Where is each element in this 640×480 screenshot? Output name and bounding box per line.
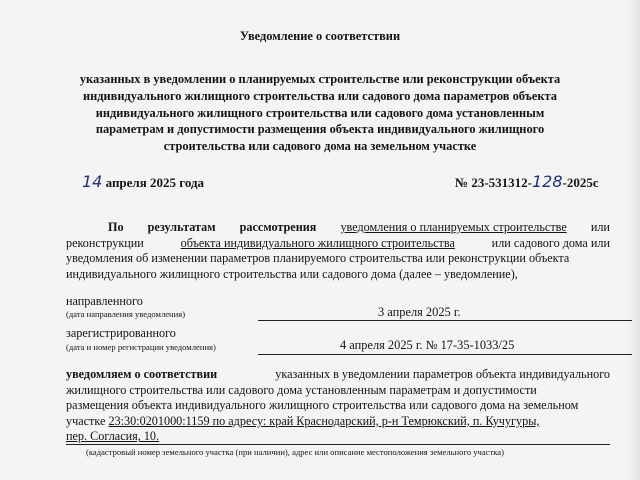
paragraph-line xyxy=(66,429,610,445)
subtitle-line: индивидуального жилищного строительства или садового дома установленным xyxy=(95,105,545,120)
paragraph-line xyxy=(66,236,610,252)
text-review: рассмотрения xyxy=(239,220,317,234)
document-title: Уведомление о соответствии xyxy=(239,29,401,43)
paragraph-line xyxy=(66,220,610,236)
registered-note: (дата и номер регистрации уведомления) xyxy=(66,342,216,352)
directed-value: 3 апреля 2025 г. xyxy=(378,305,461,319)
text-po: По xyxy=(108,220,124,234)
text-results: результатам xyxy=(147,220,216,234)
subtitle-line: указанных в уведомлении о планируемых строительстве или реконструкции объекта xyxy=(79,72,561,86)
registered-underline xyxy=(258,354,632,355)
text-cadastral-address: 23:30:0201000:1159 по адресу: край Краснодарский, р-н Темрюкский, п. Кучугуры, xyxy=(108,413,540,428)
text-notice-planned: уведомления о планируемых строительстве xyxy=(340,220,567,234)
paragraph-line: жилищного строительства или садового дома установленным параметрам и допустимости xyxy=(66,382,537,397)
notice-date xyxy=(82,172,204,191)
registered-label: зарегистрированного xyxy=(66,326,176,340)
paragraph-review xyxy=(66,220,610,282)
paragraph-line xyxy=(66,367,610,383)
number-suffix: -2025с xyxy=(562,175,599,190)
text-reconstruction: реконструкции xyxy=(66,235,144,250)
subtitle-line: параметрам и допустимости размещения объекта индивидуального жилищного xyxy=(95,122,545,137)
paragraph-line: индивидуального жилищного строительства или садового дома (далее – уведомление), xyxy=(66,266,518,281)
text-or: или xyxy=(590,220,610,234)
number-prefix: № 23-531312- xyxy=(455,175,532,190)
paragraph-line: размещения объекта индивидуального жилищного строительства или садового дома на земельном xyxy=(66,398,579,413)
caption-plot-description: (кадастровый номер земельного участка (при наличии), адрес или описание местоположения земельного участка) xyxy=(86,447,504,457)
document-subtitle xyxy=(40,71,600,155)
text-conformity-rest: указанных в уведомлении параметров объекта индивидуального xyxy=(275,367,610,381)
handwritten-number: 128 xyxy=(531,172,563,191)
text-address-end: пер. Согласия, 10. xyxy=(66,429,160,444)
caption-rule xyxy=(66,444,610,445)
directed-underline xyxy=(258,320,632,321)
text-or-garden: или садового дома или xyxy=(491,235,610,250)
paragraph-conformity xyxy=(66,367,610,445)
text-conformity-bold: уведомляем о соответствии xyxy=(66,367,218,381)
subtitle-line: индивидуального жилищного строительства или садового дома параметров объекта xyxy=(83,88,557,103)
text-object-izhs: объекта индивидуального жилищного строительства xyxy=(180,235,455,250)
directed-label: направленного xyxy=(66,294,143,308)
subtitle-line: строительства или садового дома на земельном участке xyxy=(163,139,477,154)
date-month-year: апреля 2025 года xyxy=(105,175,205,190)
handwritten-day: 14 xyxy=(82,172,103,191)
notice-number xyxy=(455,172,599,191)
paragraph-line xyxy=(66,414,610,430)
registered-value: 4 апреля 2025 г. № 17-35-1033/25 xyxy=(340,338,515,352)
directed-note: (дата направления уведомления) xyxy=(66,309,186,319)
paragraph-line: уведомления об изменении параметров планируемого строительства или реконструкции объекта xyxy=(66,251,570,266)
scan-edge-shadow xyxy=(626,0,640,480)
text-plot: участке xyxy=(66,413,106,428)
